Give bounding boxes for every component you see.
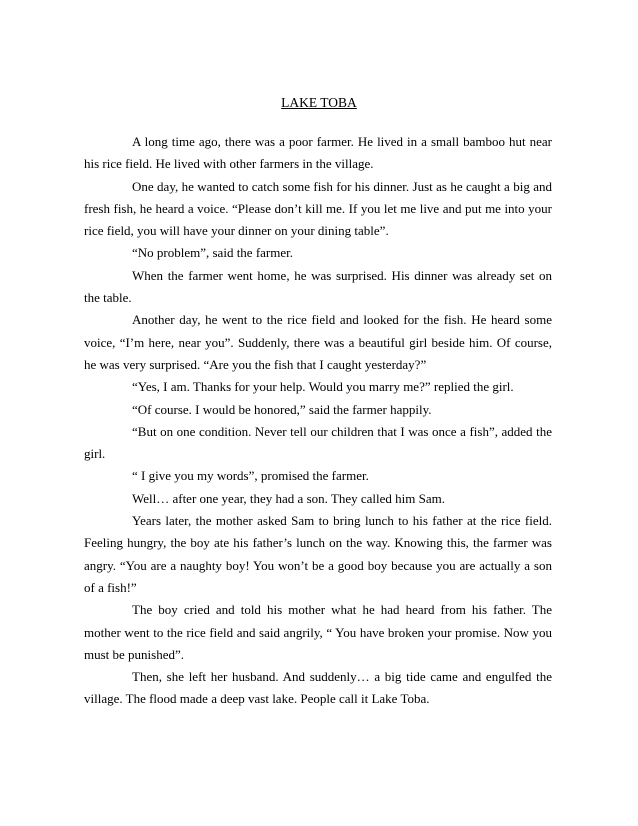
paragraph: Well… after one year, they had a son. They called him Sam.	[132, 490, 445, 506]
paragraph: A long time ago, there was a poor farmer. He lived in a small bamboo hut near his rice field. He lived with other farmers in the village.	[84, 134, 552, 172]
document-title	[0, 95, 638, 111]
paragraph: Years later, the mother asked Sam to bring lunch to his father at the rice field. Feeling hungry, the boy ate his father’s lunch on the way. Knowing this, the farmer was angry. “You are a naughty boy! You won’t be a good boy because you are actually a son of a fish!”	[84, 513, 552, 595]
paragraph: One day, he wanted to catch some fish for his dinner. Just as he caught a big and fresh fish, he heard a voice. “Please don’t kill me. If you let me live and put me into your rice field, you will have your dinner on your dining table”.	[84, 178, 552, 239]
paragraph: “No problem”, said the farmer.	[132, 245, 293, 261]
title-text: LAKE TOBA	[281, 95, 357, 110]
paragraph: Then, she left her husband. And suddenly… a big tide came and engulfed the village. The flood made a deep vast lake. People call it Lake Toba.	[84, 669, 552, 707]
paragraph: “Yes, I am. Thanks for your help. Would you marry me?” replied the girl.	[132, 379, 514, 395]
paragraph: When the farmer went home, he was surprised. His dinner was already set on the table.	[84, 267, 552, 306]
paragraph: Another day, he went to the rice field and looked for the fish. He heard some voice, “I’m here, near you”. Suddenly, there was a beautiful girl beside him. Of course, he was very surprised. “Are you the fish that I caught yesterday?”	[84, 312, 552, 372]
story-body	[84, 131, 552, 711]
paragraph: “ I give you my words”, promised the farmer.	[132, 468, 369, 484]
paragraph: The boy cried and told his mother what he had heard from his father. The mother went to the rice field and said angrily, “ You have broken your promise. Now you must be punished”.	[84, 602, 552, 662]
paragraph: “Of course. I would be honored,” said the farmer happily.	[132, 401, 432, 417]
paragraph: “But on one condition. Never tell our children that I was once a fish”, added the girl.	[84, 423, 552, 462]
